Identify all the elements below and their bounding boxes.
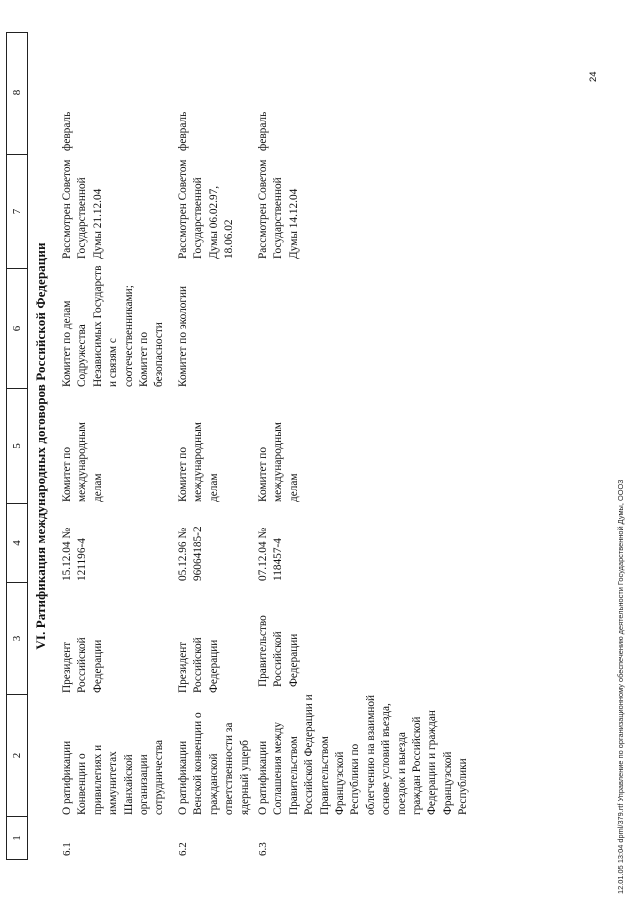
row-number: 6.3: [257, 842, 269, 856]
row-initiator: Президент Российской Федерации: [177, 637, 220, 693]
section-title: VI. Ратификация международных договоров Российской Федерации: [33, 242, 48, 650]
row-title: О ратификации Соглашения между Правительством Российской Федерации и Правительством Французской Республики по облегчению на взаимной основе условий въезда, поездок и выезда граждан Российской Федерации и граждан Французской Республики: [257, 694, 470, 815]
col-number-5: 5: [7, 389, 27, 504]
col-number-3: 3: [7, 583, 27, 695]
row-date-number: 05.12.96 № 96064185-2: [177, 526, 205, 581]
footer-line: 12.01.05 13:04 dpml/379.rtf Управление по организационному обеспечению деятельности Государственной Думы, ООО3: [616, 479, 625, 894]
col-number-7: 7: [7, 155, 27, 269]
row-date-number: 07.12.04 № 118457-4: [257, 527, 285, 581]
row-title: О ратификации Конвенции о привилегиях и иммунитетах Шанхайской организации сотрудничества: [61, 740, 166, 815]
row-co-committee: Комитет по делам Содружества Независимых Государств и связям с соотечественниками; Комитет по безопасности: [61, 265, 166, 387]
schedule-table: [6, 32, 638, 860]
row-committee: Комитет по международным делам: [61, 422, 104, 502]
row-co-committee: Комитет по экологии: [177, 285, 189, 387]
row-month: февраль: [177, 111, 189, 151]
row-initiator: Правительство Российской Федерации: [257, 615, 300, 687]
row-number: 6.1: [61, 842, 73, 856]
col-number-1: 1: [11, 835, 23, 841]
column-number-header: [6, 32, 28, 860]
row-status: Рассмотрен Советом Государственной Думы 06.02.97, 18.06.02: [177, 159, 236, 259]
col-number-8: 8: [7, 31, 27, 155]
row-status: Рассмотрен Советом Государственной Думы 21.12.04: [61, 159, 104, 259]
row-committee: Комитет по международным делам: [257, 422, 300, 502]
col-number-6: 6: [7, 269, 27, 389]
row-number: 6.2: [177, 842, 189, 856]
col-number-2: 2: [7, 695, 27, 817]
footer-text: [608, 0, 632, 900]
row-committee: Комитет по международным делам: [177, 422, 220, 502]
row-status: Рассмотрен Советом Государственной Думы 14.12.04: [257, 159, 300, 259]
row-month: февраль: [61, 111, 73, 151]
col-number-4: 4: [7, 504, 27, 583]
row-initiator: Президент Российской Федерации: [61, 637, 104, 693]
row-date-number: 15.12.04 № 121196-4: [61, 527, 89, 581]
page-number: 24: [588, 71, 599, 82]
row-month: февраль: [257, 111, 269, 151]
row-title: О ратификации Венской конвенции о гражданской ответственности за ядерный ущерб: [177, 712, 251, 815]
